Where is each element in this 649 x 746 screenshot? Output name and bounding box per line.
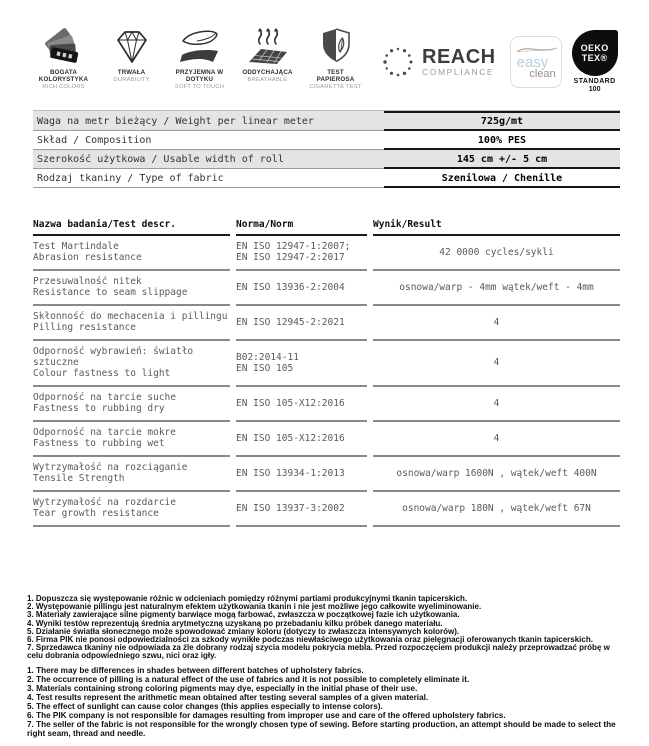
spec-row-label: Waga na metr bieżący / Weight per linear meter [33,111,384,131]
spec-row-label: Szerokość użytkowa / Usable width of roll [33,150,384,169]
easy-clean-logo [510,36,562,88]
note-item: 3. Materiały zawierające silne pigmenty barwiące mogą farbować, zwłaszcza w początkowej fazie ich użytkowania. [27,610,460,620]
certifications-row [382,30,618,94]
test-name-cell [33,306,230,341]
test-name-cell [33,457,230,492]
easy-clean-clean-text: clean [529,68,556,80]
note-item: 2. The occurrence of pilling is a natural effect of the use of fabrics and it is not possible to completely eliminate it. [27,675,470,684]
test-name-line: Odporność na tarcie mokre [33,427,176,438]
test-name-line: Przesuwalność nitek [33,276,142,287]
badge-label-pl: TRWAŁA [117,69,146,76]
easy-clean-easy-text: easy [516,54,549,71]
reach-subtitle: COMPLIANCE [422,67,495,77]
result-cell: osnowa/warp 1600N , wątek/weft 400N [373,457,620,492]
color-swatches-icon [42,24,86,66]
norm-cell [236,492,367,527]
test-name-line: Pilling resistance [33,322,136,333]
spec-row [33,169,620,188]
badge-label-en: RICH COLORS [42,84,85,90]
test-name-cell [33,387,230,422]
spec-row-label: Rodzaj tkaniny / Type of fabric [33,169,384,188]
badge-soft-to-touch [172,24,227,91]
result-cell: osnowa/warp - 4mm wątek/weft - 4mm [373,271,620,306]
note-item: 7. Sprzedawca tkaniny nie odpowiada za źle dobrany rodzaj szycia modelu pokrycia mebla. Przed rozpoczęciem produkcji należy przeprowadzać próbę w celu dobrania odpowiedniego szwu, nici oraz igły. [27,643,610,661]
result-cell: 4 [373,306,620,341]
test-table-row [33,457,620,492]
test-name-line: Abrasion resistance [33,252,142,263]
note-item: 5. Działanie światła słonecznego może spowodować zmiany koloru (dotyczy to zwłaszcza intensywnych kolorów). [27,626,460,636]
badge-label-en: BREATHABLE [247,77,288,83]
note-item: 4. Wyniki testów reprezentują średnia arytmetyczną uzyskaną po przebadaniu kilku próbek danego materiału. [27,618,443,628]
badge-label-en: DURABILITY [113,77,150,83]
breathable-icon [245,24,291,66]
test-table-row [33,236,620,271]
norm-line: EN ISO 105-X12:2016 [236,397,345,409]
oeko-standard-text: STANDARD [573,78,616,85]
test-results-table [33,216,620,527]
result-cell: 42 0000 cycles/sykli [373,236,620,271]
spec-row [33,111,620,131]
test-name-line: Skłonność do mechacenia i pillingu [33,311,228,322]
reach-compliance-logo [382,46,496,78]
norm-cell [236,457,367,492]
test-name-line: Odporność na tarcie suche [33,392,176,403]
spec-row-value: Szenilowa / Chenille [384,169,620,188]
note-item: 6. The PIK company is not responsible for damages resulting from improper use and care of the offered upholstery fabrics. [27,711,506,720]
badge-rich-colors [36,24,91,91]
norm-cell [236,236,367,271]
spec-table [33,110,620,188]
cigarette-shield-icon [316,24,356,66]
note-item: 2. Występowanie pillingu jest naturalnym efektem użytkowania tkanin i nie jest możliwe jego całkowite wyeliminowanie. [27,602,482,612]
test-table-row [33,422,620,457]
test-table-header [33,216,620,236]
badge-durability [104,24,159,91]
norm-line: EN ISO 13934-1:2013 [236,467,345,479]
norm-line: EN ISO 105-X12:2016 [236,432,345,444]
badge-cigarette-test [308,24,363,91]
oeko-line2: TEX® [581,53,608,63]
test-table-row [33,271,620,306]
result-cell: 4 [373,422,620,457]
reach-stars-icon [382,46,414,78]
test-name-cell [33,422,230,457]
result-cell: 4 [373,387,620,422]
test-name-line: Colour fastness to light [33,368,171,379]
badge-label-pl: PRZYJEMNA W DOTYKU [175,69,224,83]
spec-row [33,150,620,169]
note-item: 7. The seller of the fabric is not responsible for the wrongly chosen type of sewing. Before starting production, an attempt should be made to select the right seam, thread and needle. [27,720,616,738]
note-item: 5. The effect of sunlight can cause color changes (this applies especially to intense colors). [27,702,383,711]
oeko-100-text: 100 [588,86,601,93]
oeko-line1: OEKO [580,43,609,53]
spec-row-label: Skład / Composition [33,131,384,150]
badge-label-en: CIGARETTE TEST [309,84,362,90]
header-test-descr: Nazwa badania/Test descr. [33,216,230,236]
test-name-cell [33,492,230,527]
result-cell: osnowa/warp 180N , wątek/weft 67N [373,492,620,527]
test-table-row [33,341,620,387]
norm-line: EN ISO 105 [236,362,294,374]
note-item: 1. There may be differences in shades between different batches of upholstery fabrics. [27,666,364,675]
property-badges-row [36,24,363,91]
footnotes-english [27,666,627,738]
test-name-cell [33,341,230,387]
result-cell: 4 [373,341,620,387]
badge-label-pl: TEST PAPIEROSA [316,69,355,83]
norm-line: EN ISO 13937-3:2002 [236,502,345,514]
badge-label-en: SOFT TO TOUCH [174,84,225,90]
spec-row-value: 100% PES [384,131,620,150]
test-table-body [33,236,620,527]
norm-line: EN ISO 12945-2:2021 [236,316,345,328]
norm-cell [236,422,367,457]
badge-breathable [240,24,295,91]
test-table-row [33,492,620,527]
spec-row [33,131,620,150]
note-item: 1. Dopuszcza się występowanie różnic w odcieniach pomiędzy różnymi partiami produkcyjnymi tkanin tapicerskich. [27,594,468,603]
header-result: Wynik/Result [373,216,620,236]
test-name-line: Tear growth resistance [33,508,159,519]
norm-line: EN ISO 13936-2:2004 [236,281,345,293]
test-table-row [33,306,620,341]
oeko-tex-drop-icon [572,30,618,76]
reach-title: REACH [422,46,496,68]
footnotes-polish [27,595,627,661]
spec-row-value: 145 cm +/- 5 cm [384,150,620,169]
note-item: 4. Test results represent the arithmetic mean obtained after testing several samples of a given material. [27,693,429,702]
test-name-line: Test Martindale [33,241,119,252]
test-name-line: Wytrzymałość na rozciąganie [33,462,188,473]
test-table-row [33,387,620,422]
test-name-line: Tensile Strength [33,473,125,484]
test-name-line: Odporność wybrawień: światło sztuczne [33,346,194,368]
note-item: 3. Materials containing strong coloring pigments may dye, especially in the initial phase of their use. [27,684,418,693]
norm-cell [236,387,367,422]
norm-cell [236,271,367,306]
norm-line: EN ISO 12947-2:2017 [236,252,345,263]
test-name-line: Fastness to rubbing dry [33,403,165,414]
test-name-cell [33,236,230,271]
badge-label-pl: BOGATA KOLORYSTYKA [38,69,89,83]
spec-row-value: 725g/mt [384,111,620,131]
norm-line: B02:2014-11 [236,351,299,363]
note-item: 6. Firma PIK nie ponosi odpowiedzialności za szkody wynikłe podczas niewłaściwego użytkowania oraz pielęgnacji oferowanych tkanin tapicerskich. [27,635,593,645]
diamond-icon [110,24,154,66]
oeko-tex-logo [572,30,618,94]
feather-icon [177,24,223,66]
norm-cell [236,306,367,341]
header-norm: Norma/Norm [236,216,367,236]
norm-cell [236,341,367,387]
norm-line: EN ISO 12947-1:2007; [236,241,351,252]
test-name-line: Resistance to seam slippage [33,287,188,298]
test-name-cell [33,271,230,306]
badge-label-pl: ODDYCHAJĄCA [242,69,293,76]
test-name-line: Wytrzymałość na rozdarcie [33,497,176,508]
test-name-line: Fastness to rubbing wet [33,438,165,449]
